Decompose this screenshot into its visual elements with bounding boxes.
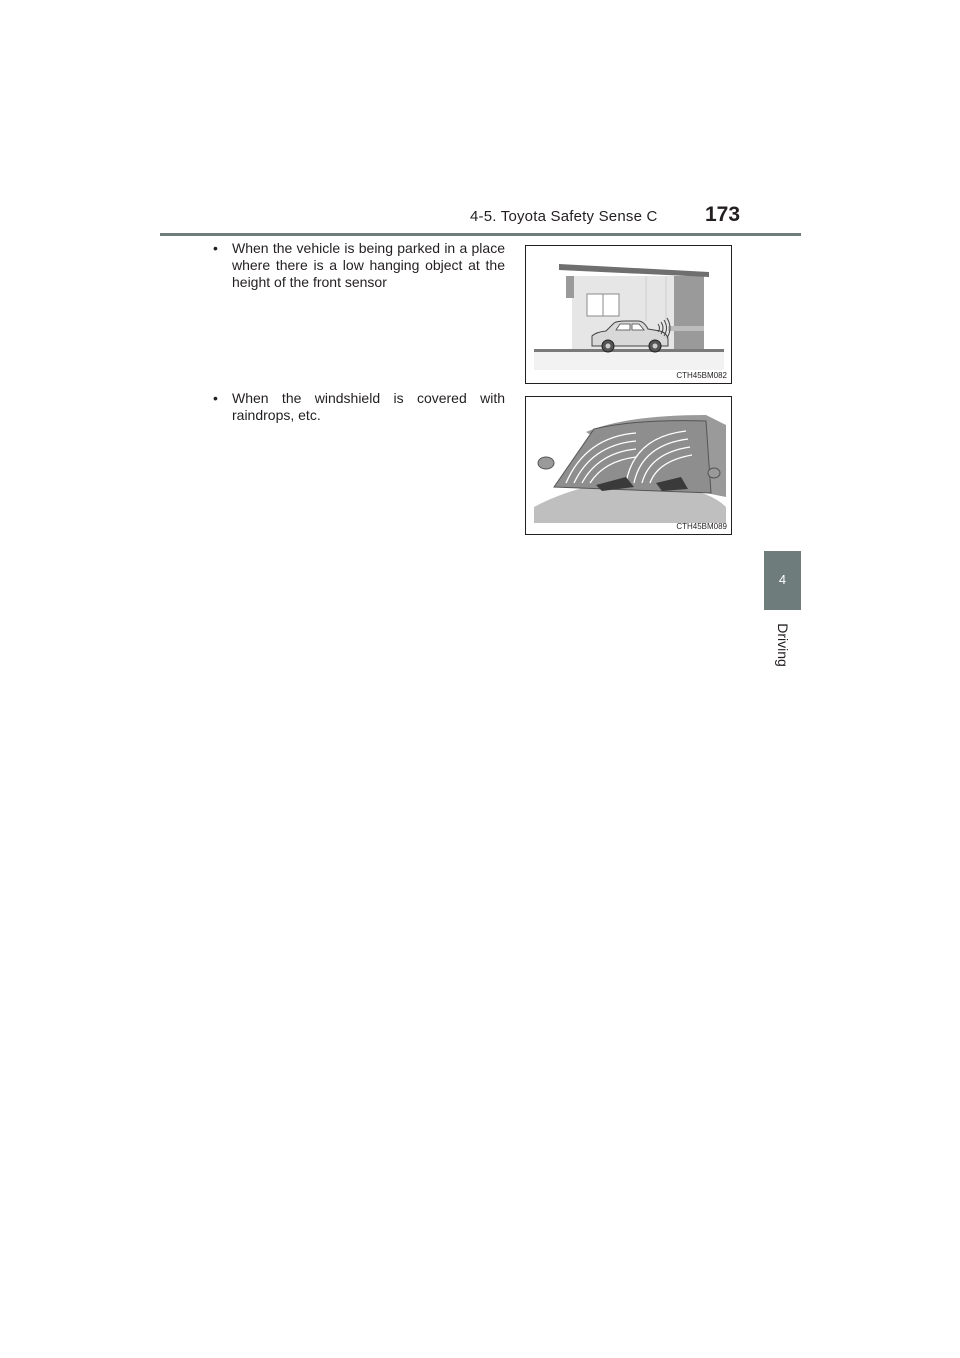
car-parked-under-overhang-illustration [526,246,731,383]
section-title: 4-5. Toyota Safety Sense C [470,208,658,225]
bullet-marker: • [213,390,218,406]
figure-code: CTH45BM082 [676,371,727,380]
page-number: 173 [705,203,741,226]
windshield-raindrops-illustration [526,397,731,534]
figure-parking-overhang [525,245,732,384]
header-divider [160,233,801,236]
figure-windshield-raindrops [525,396,732,535]
figure-code: CTH45BM089 [676,522,727,531]
list-item [213,240,505,291]
list-item-text: When the vehicle is being parked in a place where there is a low hanging object at the height of the front sensor [232,240,505,290]
chapter-label: Driving [775,623,791,667]
chapter-number: 4 [778,572,787,587]
list-item [213,390,505,424]
list-item-text: When the windshield is covered with raindrops, etc. [232,390,505,423]
bullet-marker: • [213,240,218,256]
